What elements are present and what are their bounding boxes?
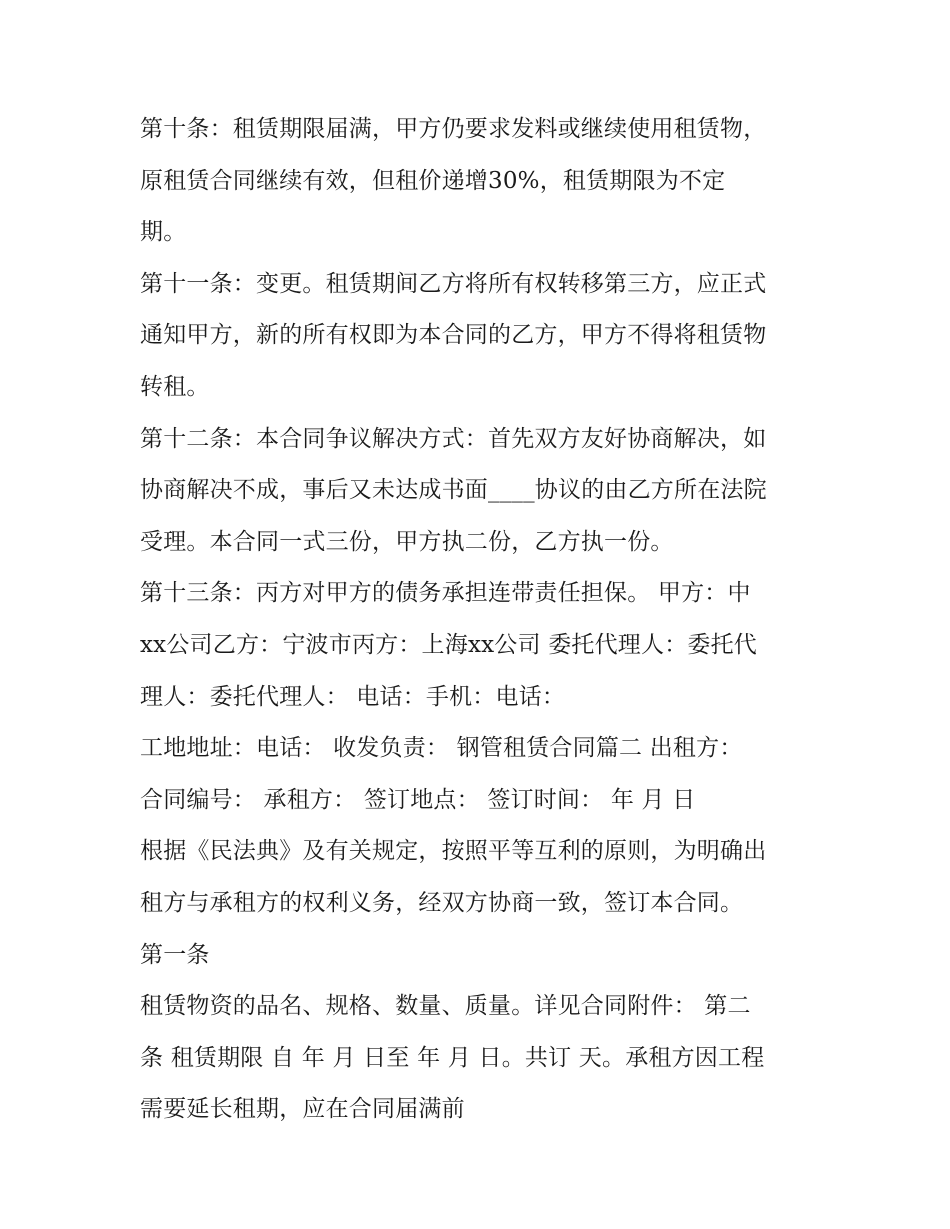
text-line: 第十二条：本合同争议解决方式：首先双方友好协商解决，如 <box>140 425 767 452</box>
text-line: 第一条 <box>140 941 210 968</box>
text-line: 合同编号： 承租方： 签订地点： 签订时间： 年 月 日 <box>140 786 696 813</box>
text-line: 期。 <box>140 219 187 246</box>
text-line: 协商解决不成，事后又未达成书面____协议的由乙方所在法院 <box>140 477 767 504</box>
text-line: 租赁物资的品名、规格、数量、质量。详见合同附件： 第二 <box>140 993 751 1020</box>
text-line: 需要延长租期，应在合同届满前 <box>140 1096 465 1123</box>
text-line: 转租。 <box>140 373 210 400</box>
text-line: 根据《民法典》及有关规定，按照平等互利的原则，为明确出 <box>140 838 767 865</box>
text-line: 条 租赁期限 自 年 月 日至 年 月 日。共订 天。承租方因工程 <box>140 1044 765 1071</box>
text-line: 受理。本合同一式三份，甲方执二份，乙方执一份。 <box>140 528 674 555</box>
contract-text <box>140 107 820 1139</box>
text-line: 原租赁合同继续有效，但租价递增30%，租赁期限为不定 <box>140 167 726 194</box>
text-line: 工地地址：电话： 收发负责： 钢管租赁合同篇二 出租方： <box>140 735 743 762</box>
text-line: 第十三条：丙方对甲方的债务承担连带责任担保。 甲方：中 <box>140 580 751 607</box>
text-line: 理人：委托代理人： 电话：手机：电话： <box>140 683 566 710</box>
text-line: xx公司乙方：宁波市丙方：上海xx公司 委托代理人：委托代 <box>140 631 757 658</box>
text-line: 租方与承租方的权利义务，经双方协商一致，签订本合同。 <box>140 889 744 916</box>
text-line: 第十一条：变更。租赁期间乙方将所有权转移第三方，应正式 <box>140 270 767 297</box>
text-line: 第十条：租赁期限届满，甲方仍要求发料或继续使用租赁物， <box>140 116 767 142</box>
text-line: 通知甲方，新的所有权即为本合同的乙方，甲方不得将租赁物 <box>140 322 767 349</box>
